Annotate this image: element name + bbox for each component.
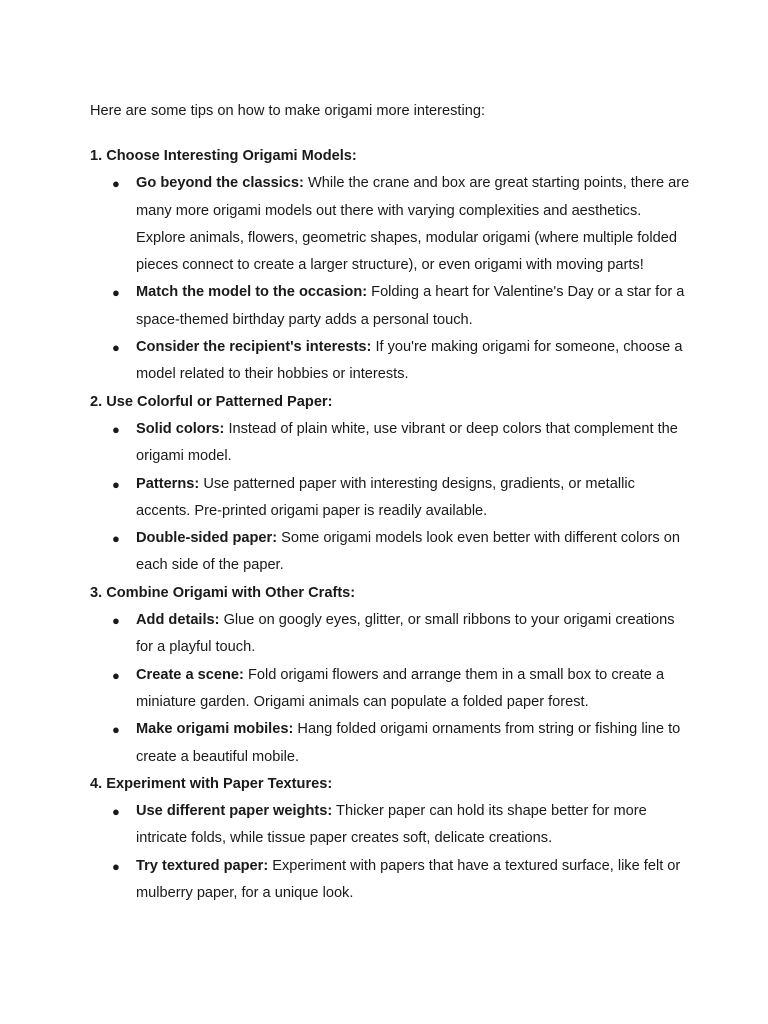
list-item bbox=[90, 416, 690, 471]
tip-title: Use different paper weights: bbox=[136, 803, 333, 820]
tip-title: Add details: bbox=[136, 612, 220, 629]
bullet-icon: ● bbox=[112, 613, 120, 629]
section-heading: 2. Use Colorful or Patterned Paper: bbox=[90, 393, 333, 410]
bullet-icon: ● bbox=[112, 531, 120, 547]
tip-text: Instead of plain white, use vibrant or deep colors that complement the origami model. bbox=[136, 420, 678, 465]
tip-title: Try textured paper: bbox=[136, 857, 269, 874]
list-item bbox=[90, 279, 690, 334]
tip-text: Hang folded origami ornaments from string or fishing line to create a beautiful mobile. bbox=[136, 721, 681, 765]
document-page bbox=[90, 101, 690, 907]
section-heading: 1. Choose Interesting Origami Models: bbox=[90, 148, 357, 164]
tip-title: Make origami mobiles: bbox=[136, 721, 294, 738]
section-colorful-paper bbox=[90, 389, 690, 580]
bullet-icon: ● bbox=[112, 340, 120, 356]
tip-text: Thicker paper can hold its shape better for more intricate folds, while tissue paper creates soft, delicate creations. bbox=[136, 803, 647, 847]
tip-text: While the crane and box are great starting points, there are many more origami models out there with varying complexities and aesthetics. Explore animals, flowers, geometric shapes, modular origami (where multiple folded pieces connect to create a larger structure), or even origami with moving parts! bbox=[136, 175, 690, 274]
tip-list bbox=[90, 170, 690, 388]
bullet-icon: ● bbox=[112, 285, 120, 301]
list-item bbox=[90, 471, 690, 526]
section-combine-crafts bbox=[90, 580, 690, 771]
bullet-icon: ● bbox=[112, 421, 120, 437]
bullet-icon: ● bbox=[112, 804, 120, 820]
tip-text: Fold origami flowers and arrange them in a small box to create a miniature garden. Origami animals can populate a folded paper forest. bbox=[136, 666, 665, 710]
tip-list bbox=[90, 607, 690, 771]
tip-text: Folding a heart for Valentine's Day or a star for a space-themed birthday party adds a personal touch. bbox=[136, 284, 685, 328]
tip-title: Solid colors: bbox=[136, 420, 225, 437]
list-item bbox=[90, 716, 690, 771]
tip-title: Double-sided paper: bbox=[136, 530, 278, 547]
tip-text: If you're making origami for someone, choose a model related to their hobbies or interests. bbox=[136, 339, 683, 383]
list-item bbox=[90, 334, 690, 389]
bullet-icon: ● bbox=[112, 858, 120, 874]
tip-list bbox=[90, 416, 690, 580]
list-item bbox=[90, 170, 690, 279]
tip-text: Use patterned paper with interesting designs, gradients, or metallic accents. Pre-printed origami paper is readily available. bbox=[136, 475, 635, 519]
section-choose-models bbox=[90, 143, 690, 389]
list-item bbox=[90, 853, 690, 908]
tip-title: Match the model to the occasion: bbox=[136, 284, 368, 301]
bullet-icon: ● bbox=[112, 476, 120, 492]
section-heading: 3. Combine Origami with Other Crafts: bbox=[90, 584, 356, 601]
tip-title: Patterns: bbox=[136, 475, 200, 492]
intro-text: Here are some tips on how to make origami more interesting: bbox=[90, 103, 486, 119]
bullet-icon: ● bbox=[112, 722, 120, 738]
section-paper-textures bbox=[90, 771, 690, 907]
tip-list bbox=[90, 798, 690, 907]
list-item bbox=[90, 525, 690, 580]
tip-text: Some origami models look even better with different colors on each side of the paper. bbox=[136, 530, 680, 574]
bullet-icon: ● bbox=[112, 176, 120, 192]
tip-title: Create a scene: bbox=[136, 666, 244, 683]
list-item bbox=[90, 607, 690, 662]
tip-text: Experiment with papers that have a textured surface, like felt or mulberry paper, for a unique look. bbox=[136, 857, 681, 902]
bullet-icon: ● bbox=[112, 667, 120, 683]
tip-text: Glue on googly eyes, glitter, or small ribbons to your origami creations for a playful touch. bbox=[136, 612, 675, 656]
tip-title: Consider the recipient's interests: bbox=[136, 339, 372, 356]
list-item bbox=[90, 662, 690, 717]
tip-title: Go beyond the classics: bbox=[136, 175, 304, 192]
section-heading: 4. Experiment with Paper Textures: bbox=[90, 775, 333, 792]
list-item bbox=[90, 798, 690, 853]
